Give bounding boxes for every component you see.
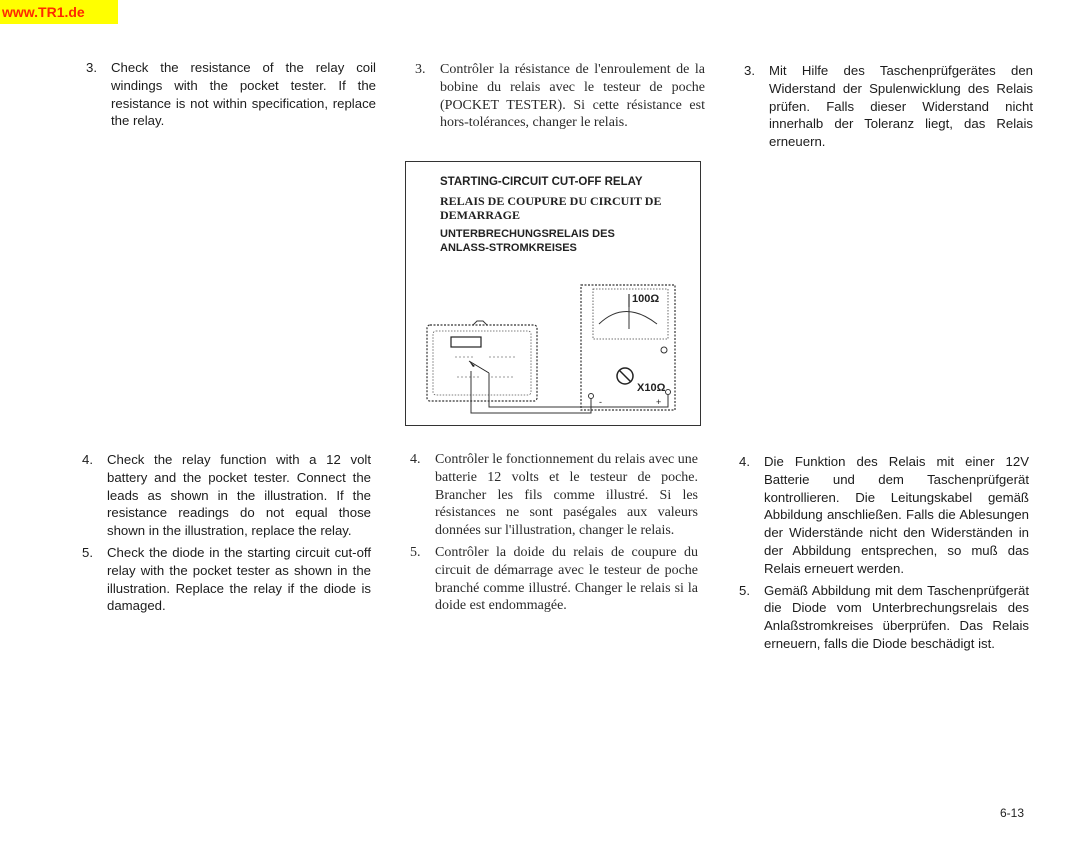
list-item xyxy=(82,451,371,540)
english-column-lower xyxy=(82,451,371,619)
item-text: Contrôler la doide du relais de coupure du circuit de démarrage avec le testeur de poche branché comme illustré. Changer le relais si la doide est endommagée. xyxy=(435,544,698,614)
list-item xyxy=(410,451,698,540)
item-number: 4. xyxy=(410,452,421,467)
list-item xyxy=(82,544,371,615)
french-column xyxy=(415,61,705,136)
meter-reading: 100Ω xyxy=(632,293,660,305)
item-text: Gemäß Abbildung mit dem Taschenprüfgerät die Diode vom Unterbrechungsrelais des Anlaßstromkreises überprüfen. Das Relais erneuern, falls die Diode beschädigt ist. xyxy=(764,582,1029,651)
item-text: Mit Hilfe des Taschenprüfgerätes den Widerstand der Spulenwicklung des Relais prüfen. Falls dieser Widerstand nicht innerhalb der Toleranz liegt, das Relais erneuern. xyxy=(769,63,1033,150)
item-text: Check the diode in the starting circuit cut-off relay with the pocket tester as shown in the illustration. Replace the relay if the diode is damaged. xyxy=(107,544,371,614)
item-text: Contrôler la résistance de l'enroulement de la bobine du relais avec le testeur de poche (POCKET TESTER). Si cette résistance est hors-tolérances, changer le relais. xyxy=(440,62,705,131)
item-number: 3. xyxy=(744,63,755,78)
plus-label: + xyxy=(656,397,662,407)
diagram-title-en: STARTING-CIRCUIT CUT-OFF RELAY xyxy=(440,176,643,188)
list-item xyxy=(86,59,376,130)
list-item xyxy=(410,544,698,615)
range-knob-icon xyxy=(617,368,633,384)
item-number: 3. xyxy=(415,62,426,77)
item-text: Die Funktion des Relais mit einer 12V Batterie und dem Taschenprüfgerät kontrollieren. Die Leitungskabel gemäß Abbildung anschließen. Falls die Ablesungen der Widerstände nicht den Widerständen in der Abbildung entsprechen, so muß das Relais erneuert werden. xyxy=(764,454,1029,576)
item-number: 3. xyxy=(86,60,97,75)
wiring-diagram xyxy=(405,161,701,426)
german-column-lower xyxy=(739,453,1029,657)
german-column xyxy=(744,62,1033,155)
item-text: Check the relay function with a 12 volt battery and the pocket tester. Connect the leads as shown in the illustration. If the resistance readings do not equal those shown in the illustration, replace the relay. xyxy=(107,452,371,539)
list-item xyxy=(415,61,705,132)
item-number: 5. xyxy=(739,582,750,598)
range-label: X10Ω xyxy=(637,382,666,394)
diagram-title-de: UNTERBRECHUNGSRELAIS DES ANLASS-STROMKREISES xyxy=(440,228,615,254)
diagram-title-fr: RELAIS DE COUPURE DU CIRCUIT DE DEMARRAGE xyxy=(440,194,662,222)
relay-icon xyxy=(427,321,537,401)
minus-label: - xyxy=(599,397,602,407)
list-item xyxy=(744,62,1033,151)
watermark: www.TR1.de xyxy=(0,0,118,24)
french-column-lower xyxy=(410,451,698,619)
item-number: 4. xyxy=(739,454,750,469)
item-number: 5. xyxy=(82,544,93,560)
english-column xyxy=(86,59,376,134)
item-text: Check the resistance of the relay coil windings with the pocket tester. If the resistance is not within specification, replace the relay. xyxy=(111,60,376,129)
list-item xyxy=(739,453,1029,578)
item-number: 4. xyxy=(82,452,93,467)
list-item xyxy=(739,582,1029,653)
item-text: Contrôler le fonctionnement du relais avec une batterie 12 volts et le testeur de poche. Brancher les fils comme illustré. Si les résistances ne sont paségales aux valeurs données sur l'illustration, changer le relais. xyxy=(435,452,698,539)
item-number: 5. xyxy=(410,544,421,560)
page-number: 6-13 xyxy=(1000,806,1025,820)
